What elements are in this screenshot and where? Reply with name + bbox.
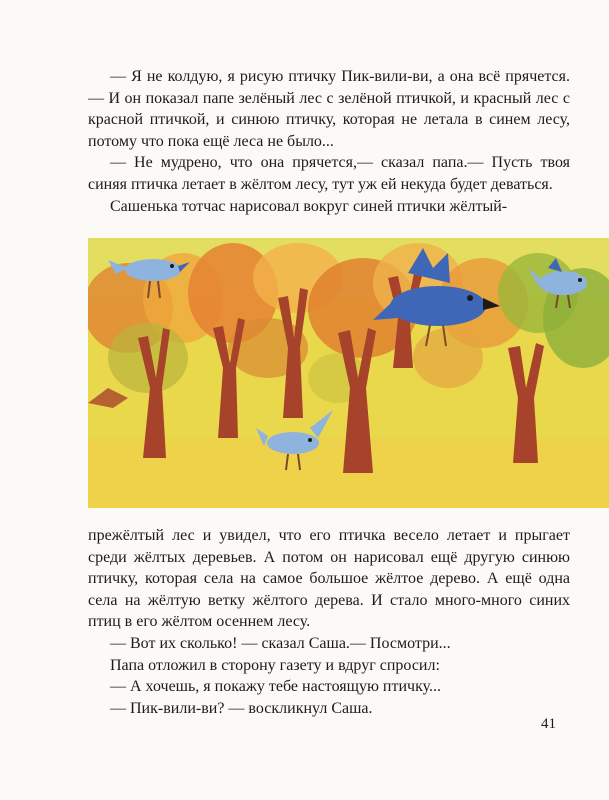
page-number: 41	[541, 716, 556, 732]
paragraph: — Пик-вили-ви? — воскликнул Саша.	[110, 699, 373, 717]
text-block-top	[88, 66, 570, 217]
illustration-yellow-forest	[88, 238, 609, 508]
paragraph: Папа отложил в сторону газету и вдруг спросил:	[110, 656, 440, 674]
paragraph: прежёлтый лес и увидел, что его птичка весело летает и прыгает среди жёлтых деревьев. А потом он нарисовал ещё другую синюю птичку, которая села на самое большое жёлтое дерево. А ещё одна села на жёлтую ветку жёлтого дерева. И стало много-много синих птиц в его жёлтом осеннем лесу.	[88, 527, 570, 631]
paragraph: — Вот их сколько! — сказал Саша.— Посмотри...	[110, 634, 451, 652]
paragraph: — Не мудрено, что она прячется,— сказал папа.— Пусть твоя синяя птичка летает в жёлтом лесу, тут уж ей некуда будет деваться.	[88, 154, 570, 193]
paragraph: Сашенька тотчас нарисовал вокруг синей птички жёлтый-	[110, 197, 508, 215]
paragraph: — А хочешь, я покажу тебе настоящую птичку...	[110, 678, 442, 696]
paragraph: — Я не колдую, я рисую птичку Пик-вили-ви, а она всё прячется.— И он показал папе зелёный лес с зелёной птичкой, и красный лес с красной птичкой, и синюю птичку, которая не летала в синем лесу, потому что пока ещё леса не было...	[88, 68, 570, 150]
text-block-bottom	[88, 525, 570, 719]
